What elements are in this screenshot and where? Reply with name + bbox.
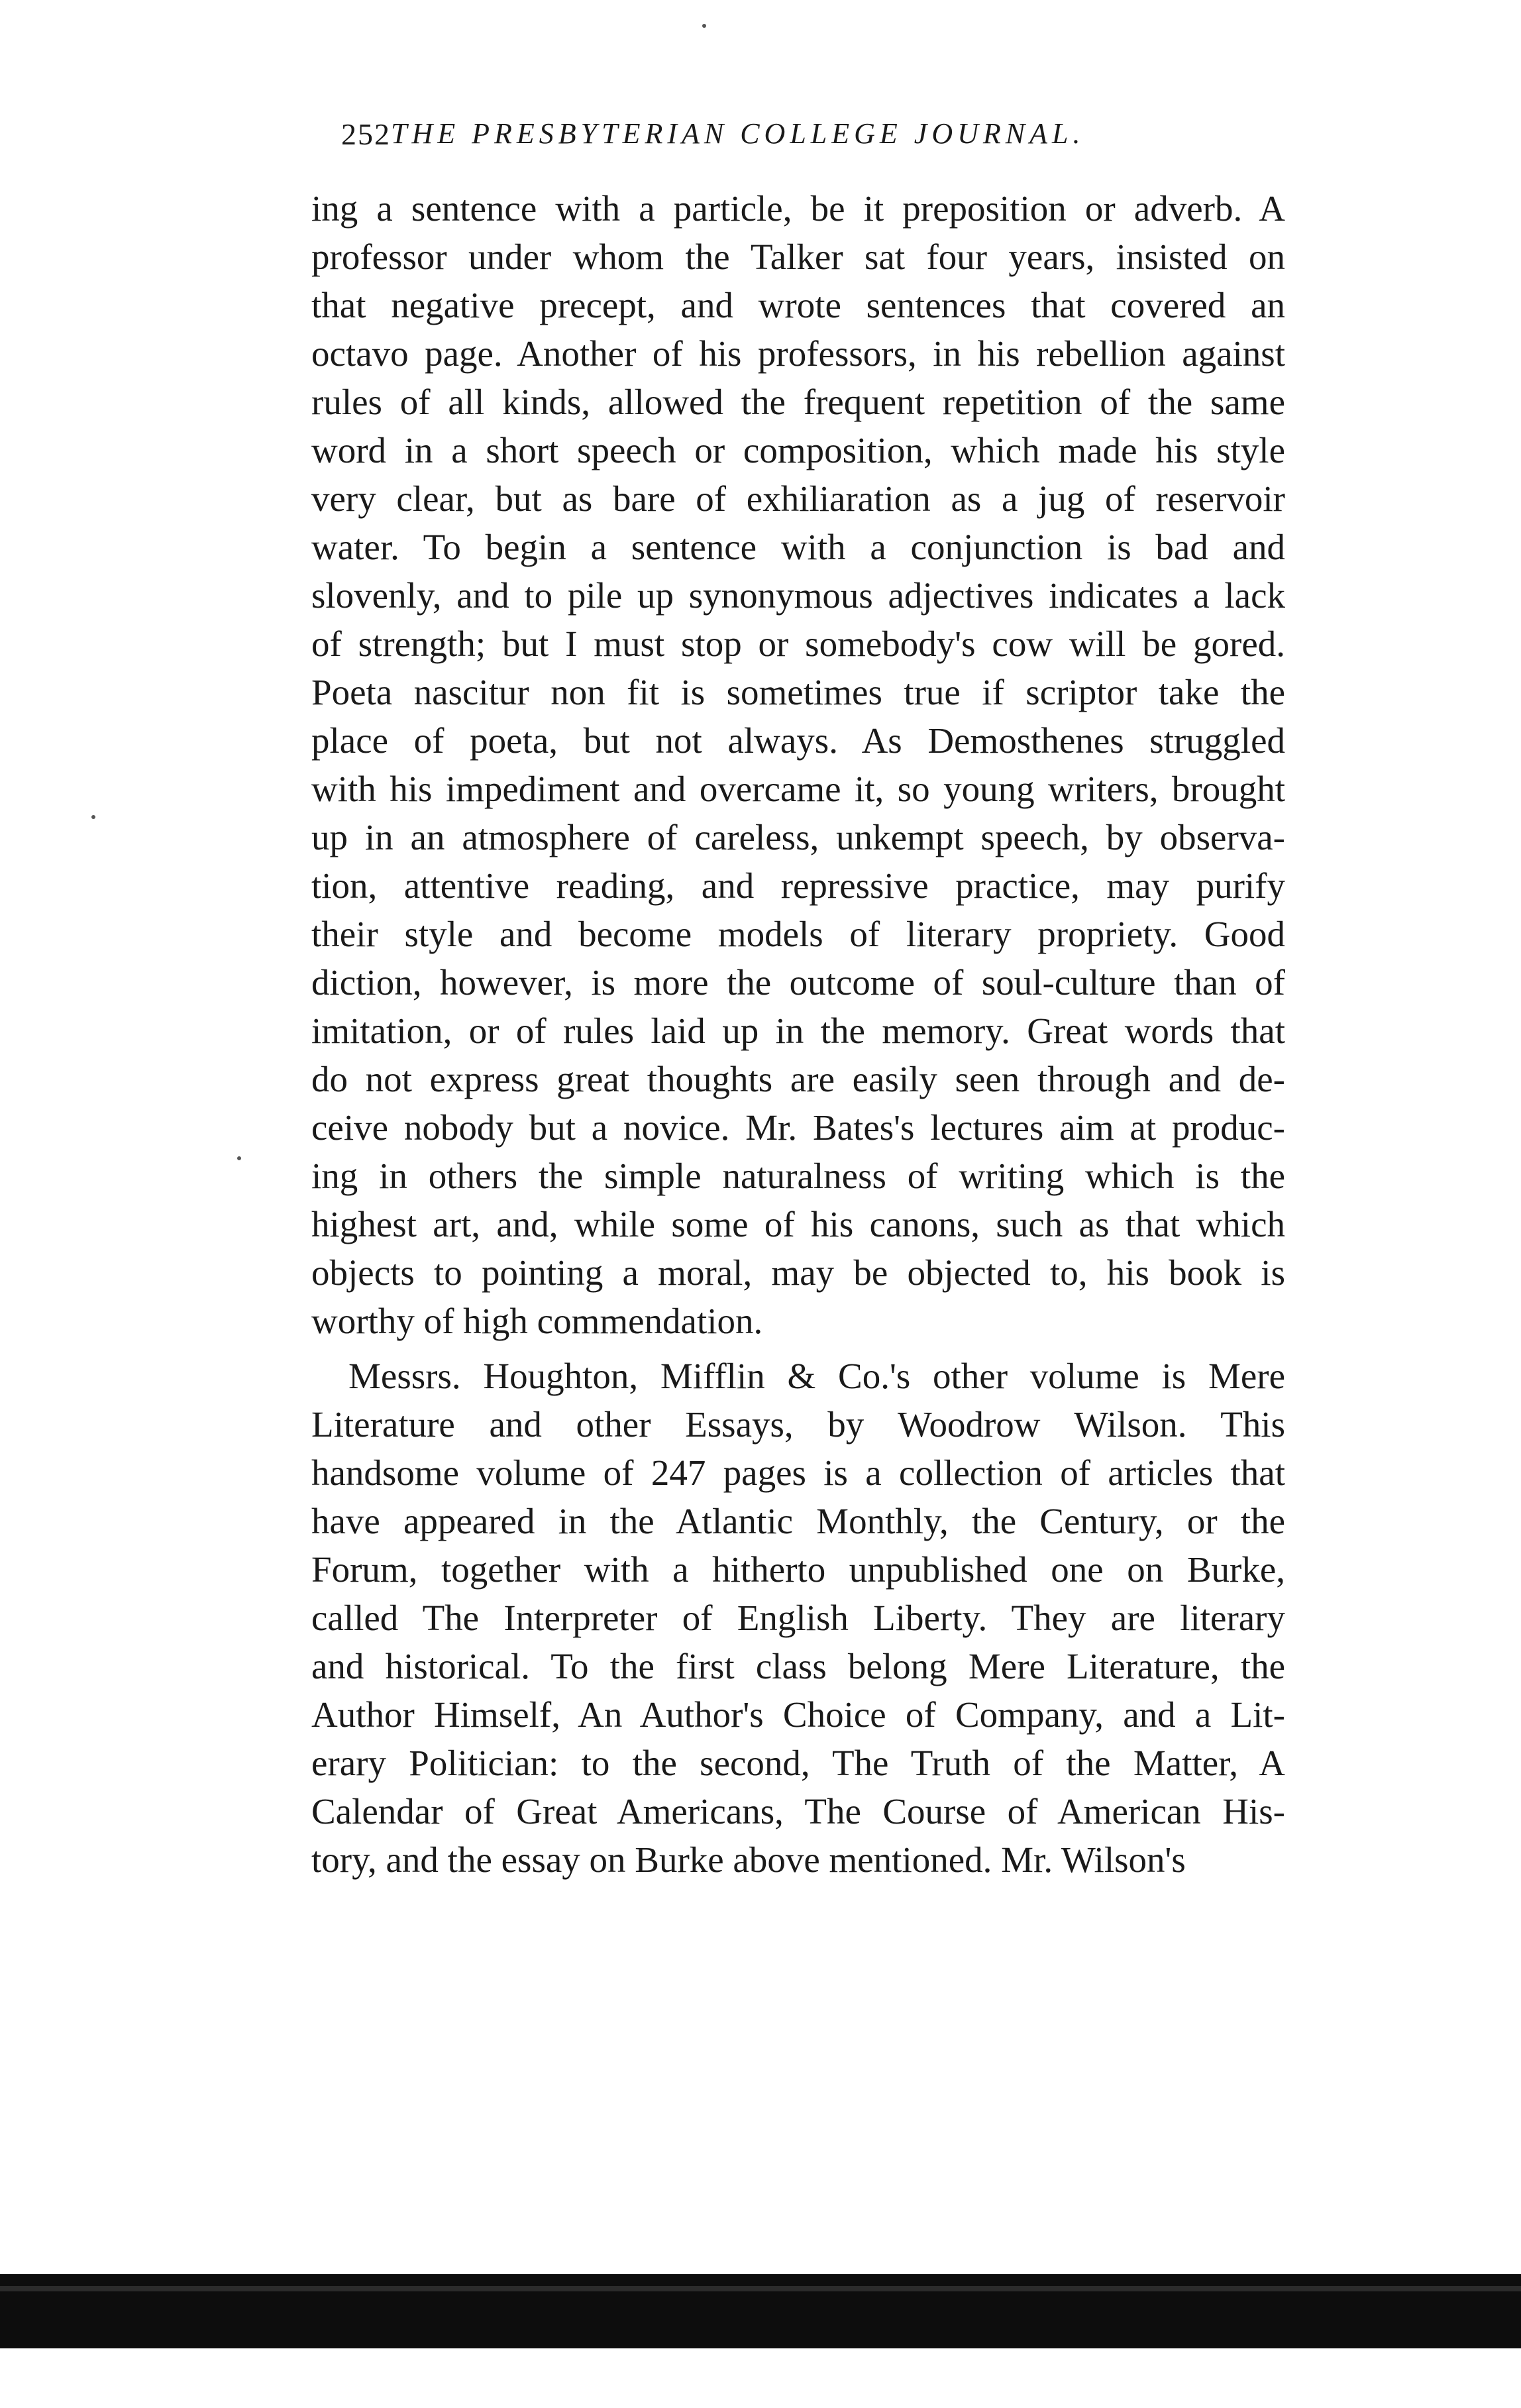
scan-speck — [91, 815, 95, 819]
text-line: professor under whom the Talker sat four years, insisted on — [311, 237, 1285, 277]
text-line: Calendar of Great Americans, The Course of American His- — [311, 1791, 1285, 1832]
text-line: very clear, but as bare of exhiliaration as a jug of reservoir — [311, 478, 1285, 519]
text-line: do not express great thoughts are easily seen through and de- — [311, 1059, 1285, 1099]
page-number: 252 — [341, 117, 391, 151]
text-line: that negative precept, and wrote sentences that covered an — [311, 285, 1285, 325]
text-line: Poeta nascitur non fit is sometimes true if scriptor take the — [311, 672, 1285, 712]
text-line: tion, attentive reading, and repressive practice, may purify — [311, 865, 1285, 906]
text-line: Messrs. Houghton, Mifflin & Co.'s other volume is Mere — [348, 1356, 1285, 1396]
text-line: erary Politician: to the second, The Truth of the Matter, A — [311, 1743, 1285, 1783]
text-line: octavo page. Another of his professors, in his rebellion against — [311, 333, 1285, 374]
text-line: place of poeta, but not always. As Demosthenes struggled — [311, 720, 1285, 761]
running-head — [341, 117, 1302, 170]
scan-speck — [237, 1156, 241, 1160]
journal-title: THE PRESBYTERIAN COLLEGE JOURNAL. — [391, 117, 1085, 150]
text-line: slovenly, and to pile up synonymous adjectives indicates a lack — [311, 575, 1285, 616]
text-line: have appeared in the Atlantic Monthly, the Century, or the — [311, 1501, 1285, 1541]
text-line: of strength; but I must stop or somebody's cow will be gored. — [311, 624, 1285, 664]
text-line: up in an atmosphere of careless, unkempt speech, by observa- — [311, 817, 1285, 857]
text-line: water. To begin a sentence with a conjunction is bad and — [311, 527, 1285, 567]
text-line: ing in others the simple naturalness of writing which is the — [311, 1156, 1285, 1196]
text-line: diction, however, is more the outcome of soul-culture than of — [311, 962, 1285, 1003]
text-line: and historical. To the first class belong Mere Literature, the — [311, 1646, 1285, 1686]
text-line: with his impediment and overcame it, so young writers, brought — [311, 769, 1285, 809]
text-line: word in a short speech or composition, which made his style — [311, 430, 1285, 470]
text-line: Literature and other Essays, by Woodrow Wilson. This — [311, 1404, 1285, 1445]
text-line: objects to pointing a moral, may be objected to, his book is — [311, 1252, 1285, 1293]
text-line: their style and become models of literary propriety. Good — [311, 914, 1285, 954]
text-line: rules of all kinds, allowed the frequent repetition of the same — [311, 382, 1285, 422]
text-line: imitation, or of rules laid up in the memory. Great words that — [311, 1011, 1285, 1051]
paragraph-1 — [311, 184, 1285, 1345]
scan-speck — [702, 24, 706, 28]
text-line: handsome volume of 247 pages is a collection of articles that — [311, 1452, 1285, 1493]
text-line: ing a sentence with a particle, be it preposition or adverb. A — [311, 188, 1285, 229]
text-line: highest art, and, while some of his canons, such as that which — [311, 1204, 1285, 1244]
text-line: ceive nobody but a novice. Mr. Bates's lectures aim at produc- — [311, 1107, 1285, 1148]
paragraph-2 — [311, 1352, 1285, 1884]
text-line: called The Interpreter of English Liberty. They are literary — [311, 1598, 1285, 1638]
text-line: Author Himself, An Author's Choice of Company, and a Lit- — [311, 1694, 1285, 1735]
text-line: Forum, together with a hitherto unpublished one on Burke, — [311, 1549, 1285, 1590]
scan-edge-band — [0, 2274, 1521, 2348]
text-line: tory, and the essay on Burke above mentioned. Mr. Wilson's — [311, 1839, 1186, 1880]
text-line: worthy of high commendation. — [311, 1301, 763, 1341]
body-text — [311, 184, 1285, 1884]
